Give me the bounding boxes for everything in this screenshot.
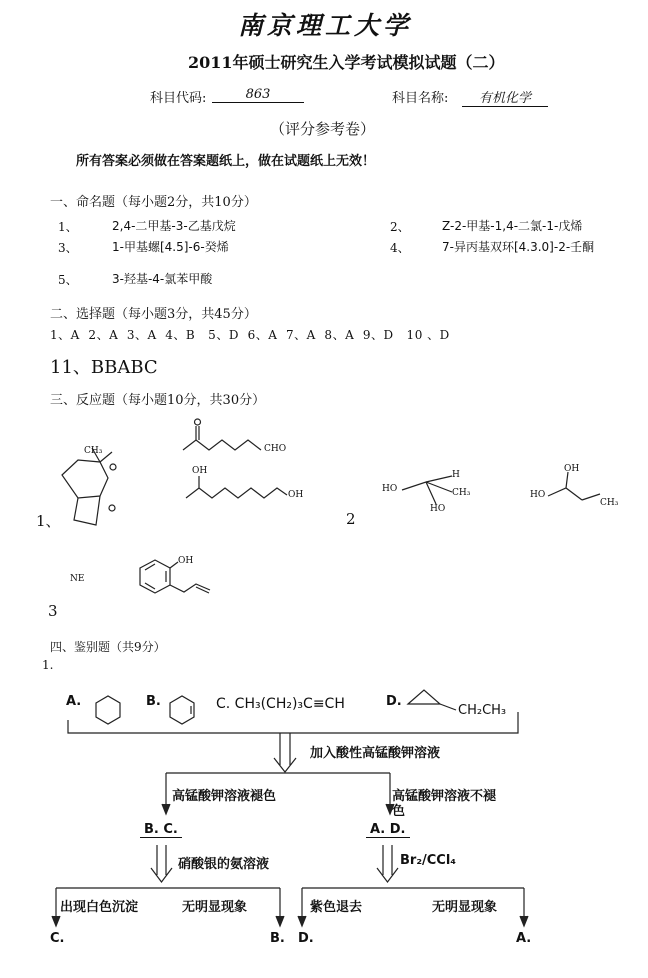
allyl-phenol-structure	[140, 560, 210, 593]
arrow-bottom-ll	[52, 888, 60, 926]
cyclopropane-icon	[408, 690, 456, 710]
label-oh: OH	[288, 490, 304, 500]
naming-item-answer: Z-2-甲基-1,4-二氯-1-戊烯	[442, 219, 583, 233]
reagent-step1: 加入酸性高锰酸钾溶液	[310, 746, 441, 761]
cyclohexene-icon	[170, 696, 194, 724]
section1-heading: 一、命名题（每小题2分，共10分）	[50, 195, 257, 210]
bicyclic-lactone-structure	[62, 448, 116, 525]
right-result-line2: 色	[392, 804, 406, 819]
subject-code: 863	[212, 87, 304, 103]
right-reagent: Br₂/CCl₄	[400, 853, 456, 868]
answer-key-label: （评分参考卷）	[270, 120, 376, 138]
subject-name-label: 科目名称:	[392, 91, 449, 106]
label-ne: NE	[70, 574, 85, 584]
label-h: H	[452, 470, 460, 480]
university-name: 南京理工大学	[238, 11, 413, 40]
arrow-bottom-rl	[298, 888, 306, 926]
arrow-bottom-rr	[520, 888, 528, 926]
final-a: A.	[516, 931, 532, 946]
section2-heading: 二、选择题（每小题3分，共45分）	[50, 307, 257, 322]
subject-name: 有机化学	[462, 87, 548, 107]
section3-heading: 三、反应题（每小题10分，共30分）	[50, 393, 266, 408]
option-a: A.	[66, 694, 82, 709]
subject-code-label: 科目代码:	[150, 91, 207, 106]
observation-rr: 无明显现象	[432, 900, 498, 915]
naming-item-answer: 2,4-二甲基-3-乙基戊烷	[112, 219, 236, 233]
label-oh: OH	[564, 464, 580, 474]
naming-item-answer: 1-甲基螺[4.5]-6-癸烯	[112, 240, 229, 254]
final-b: B.	[270, 931, 285, 946]
cyclohexane-icon	[96, 696, 120, 724]
observation-ll: 出现白色沉淀	[60, 900, 139, 915]
label-ho: HO	[530, 490, 546, 500]
naming-item-num: 3、	[58, 241, 78, 255]
chiral-diol-structure	[548, 472, 600, 500]
reaction-item-2: 2	[346, 510, 356, 528]
arrow-bottom-lr	[276, 888, 284, 926]
double-arrow-left	[151, 845, 172, 882]
label-oh: OH	[192, 466, 208, 476]
double-arrow-main	[274, 733, 296, 772]
notice: 所有答案必须做在答案题纸上，做在试题纸上无效！	[76, 154, 376, 169]
left-result: 高锰酸钾溶液褪色	[172, 789, 277, 804]
naming-item-num: 4、	[390, 241, 410, 255]
double-arrow-right	[377, 845, 398, 882]
arrow-left-1	[162, 773, 170, 814]
identification-item-num: 1.	[42, 658, 54, 672]
left-group: B. C.	[140, 822, 182, 838]
naming-item-num: 1、	[58, 220, 78, 234]
left-reagent: 硝酸银的氨溶液	[178, 857, 270, 872]
options-bracket	[68, 712, 518, 733]
choice-answers-extra: 11、BBABC	[50, 357, 158, 378]
option-c: C. CH₃(CH₂)₃C≡CH	[216, 696, 345, 712]
label-cho: CHO	[264, 444, 287, 454]
choice-answers: 1、A 2、A 3、A 4、B 5、D 6、A 7、A 8、A 9、D 10 、D	[50, 328, 450, 342]
label-oh: OH	[178, 556, 194, 566]
final-d: D.	[298, 931, 314, 946]
naming-item-num: 5、	[58, 273, 78, 287]
naming-item-answer: 3-羟基-4-氯苯甲酸	[112, 272, 213, 286]
reaction-item-3: 3	[48, 602, 58, 620]
naming-item-num: 2、	[390, 220, 410, 234]
naming-item-answer: 7-异丙基双环[4.3.0]-2-壬酮	[442, 240, 595, 254]
label-ch3: CH₃	[600, 498, 619, 508]
glycerol-derivative-structure	[402, 476, 452, 504]
reaction-item-1: 1、	[36, 512, 61, 530]
exam-title: 2011年硕士研究生入学考试模拟试题（二）	[188, 53, 505, 72]
section4-heading: 四、鉴别题（共9分）	[50, 640, 166, 654]
label-ho: HO	[382, 484, 398, 494]
option-d: D.	[386, 694, 402, 709]
label-ch3: CH₃	[452, 488, 471, 498]
observation-rl: 紫色退去	[310, 900, 363, 915]
option-d-substituent: CH₂CH₃	[458, 703, 507, 718]
label-methyl: CH₃	[84, 446, 103, 456]
final-c: C.	[50, 931, 65, 946]
right-result-line1: 高锰酸钾溶液不褪	[392, 789, 497, 804]
observation-lr: 无明显现象	[182, 900, 248, 915]
diol-structure	[186, 476, 287, 498]
right-group: A. D.	[366, 822, 410, 838]
label-ho: HO	[430, 504, 446, 514]
option-b: B.	[146, 694, 161, 709]
keto-aldehyde-structure	[183, 419, 261, 450]
